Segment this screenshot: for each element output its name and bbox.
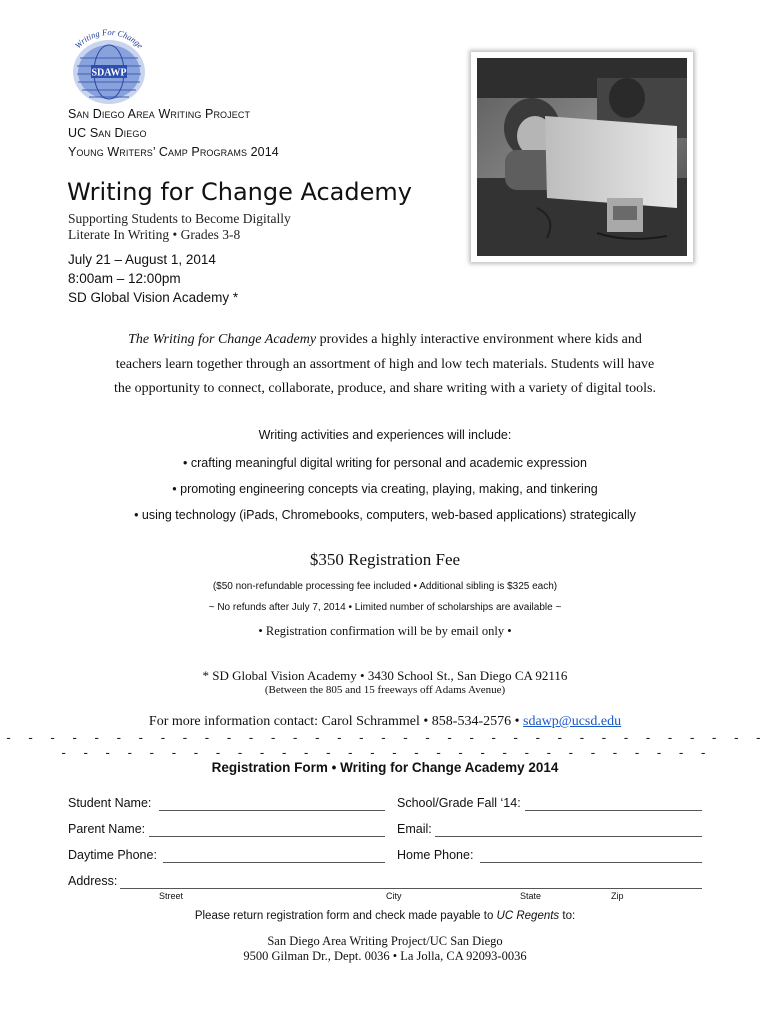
mailing-address-line-2: 9500 Gilman Dr., Dept. 0036 • La Jolla, CA 92093-0036 [243,949,527,963]
subtitle-line-2: Literate In Writing • Grades 3-8 [68,227,241,242]
street-sublabel: Street [159,891,184,901]
daytime-phone-label: Daytime Phone: [68,848,157,862]
svg-text:Writing For Change: Writing For Change [72,28,146,51]
svg-text:SDAWP: SDAWP [91,67,127,79]
program-name: Young Writers’ Camp Programs 2014 [68,145,279,159]
refund-note: ~ No refunds after July 7, 2014 • Limited number of scholarships are available ~ [208,602,562,613]
mailing-address-line-1: San Diego Area Writing Project/UC San Diego [267,934,503,948]
form-title: Registration Form • Writing for Change Academy 2014 [211,760,559,775]
school-grade-field[interactable] [525,810,702,811]
student-name-field[interactable] [159,810,385,811]
activity-item: • crafting meaningful digital writing for personal and academic expression [183,456,587,470]
home-phone-label: Home Phone: [397,848,474,862]
confirmation-note: • Registration confirmation will be by email only • [258,624,512,638]
email-label: Email: [397,822,432,836]
state-sublabel: State [520,891,542,901]
registration-fee: $350 Registration Fee [309,550,461,569]
student-at-computer-image [477,58,687,256]
parent-name-field[interactable] [149,836,385,837]
address-label: Address: [68,874,118,888]
org-name: San Diego Area Writing Project [68,107,251,121]
intro-line-3: the opportunity to connect, collaborate, produce, and share writing with a variety of digital tools. [114,381,656,396]
contact-info: For more information contact: Carol Schrammel • 858-534-2576 • sdawp@ucsd.edu [148,714,622,729]
sdawp-logo [64,28,154,108]
intro-paragraph [100,328,670,402]
intro-line-2: teachers learn together through an assortment of high and low tech materials. Students will have [115,356,655,372]
daytime-phone-field[interactable] [163,862,385,863]
payee-name: UC Regents [496,910,560,922]
activity-item: • using technology (iPads, Chromebooks, computers, web-based applications) strategically [134,508,636,522]
intro-line-1: The Writing for Change Academy provides a highly interactive environment where kids and [128,332,642,347]
cut-line-divider: - - - - - - - - - - - - - - - - - - - - - - - - - - - - - - - - - - - - - - - - - - - - - - - - - - - - - - - - - - - - - - - - - [4,731,766,761]
program-location: SD Global Vision Academy * [68,290,239,305]
subtitle-line-1: Supporting Students to Become Digitally [68,211,291,226]
activities-intro: Writing activities and experiences will include: [258,428,512,442]
email-field[interactable] [435,836,702,837]
parent-name-label: Parent Name: [68,822,146,836]
return-instructions: Please return registration form and check made payable to UC Regents to: [194,910,576,922]
page-title: Writing for Change Academy [67,178,412,206]
student-name-label: Student Name: [68,796,152,810]
globe-logo-icon [64,28,154,108]
venue-directions: (Between the 805 and 15 freeways off Adams Avenue) [264,684,506,696]
address-field[interactable] [120,888,702,889]
fee-note: ($50 non-refundable processing fee included • Additional sibling is $325 each) [212,581,558,592]
activity-item: • promoting engineering concepts via creating, playing, making, and tinkering [172,482,598,496]
venue-address: * SD Global Vision Academy • 3430 School St., San Diego CA 92116 [202,668,568,683]
school-grade-label: School/Grade Fall ‘14: [397,796,521,810]
zip-sublabel: Zip [611,891,624,901]
contact-email-link[interactable]: sdawp@ucsd.edu [523,714,622,729]
city-sublabel: City [386,891,402,901]
academy-name-italic: The Writing for Change Academy [128,332,317,347]
university-name: UC San Diego [68,126,147,140]
program-time: 8:00am – 12:00pm [68,271,181,286]
classroom-photo [471,52,693,262]
home-phone-field[interactable] [480,862,702,863]
program-dates: July 21 – August 1, 2014 [68,252,216,267]
